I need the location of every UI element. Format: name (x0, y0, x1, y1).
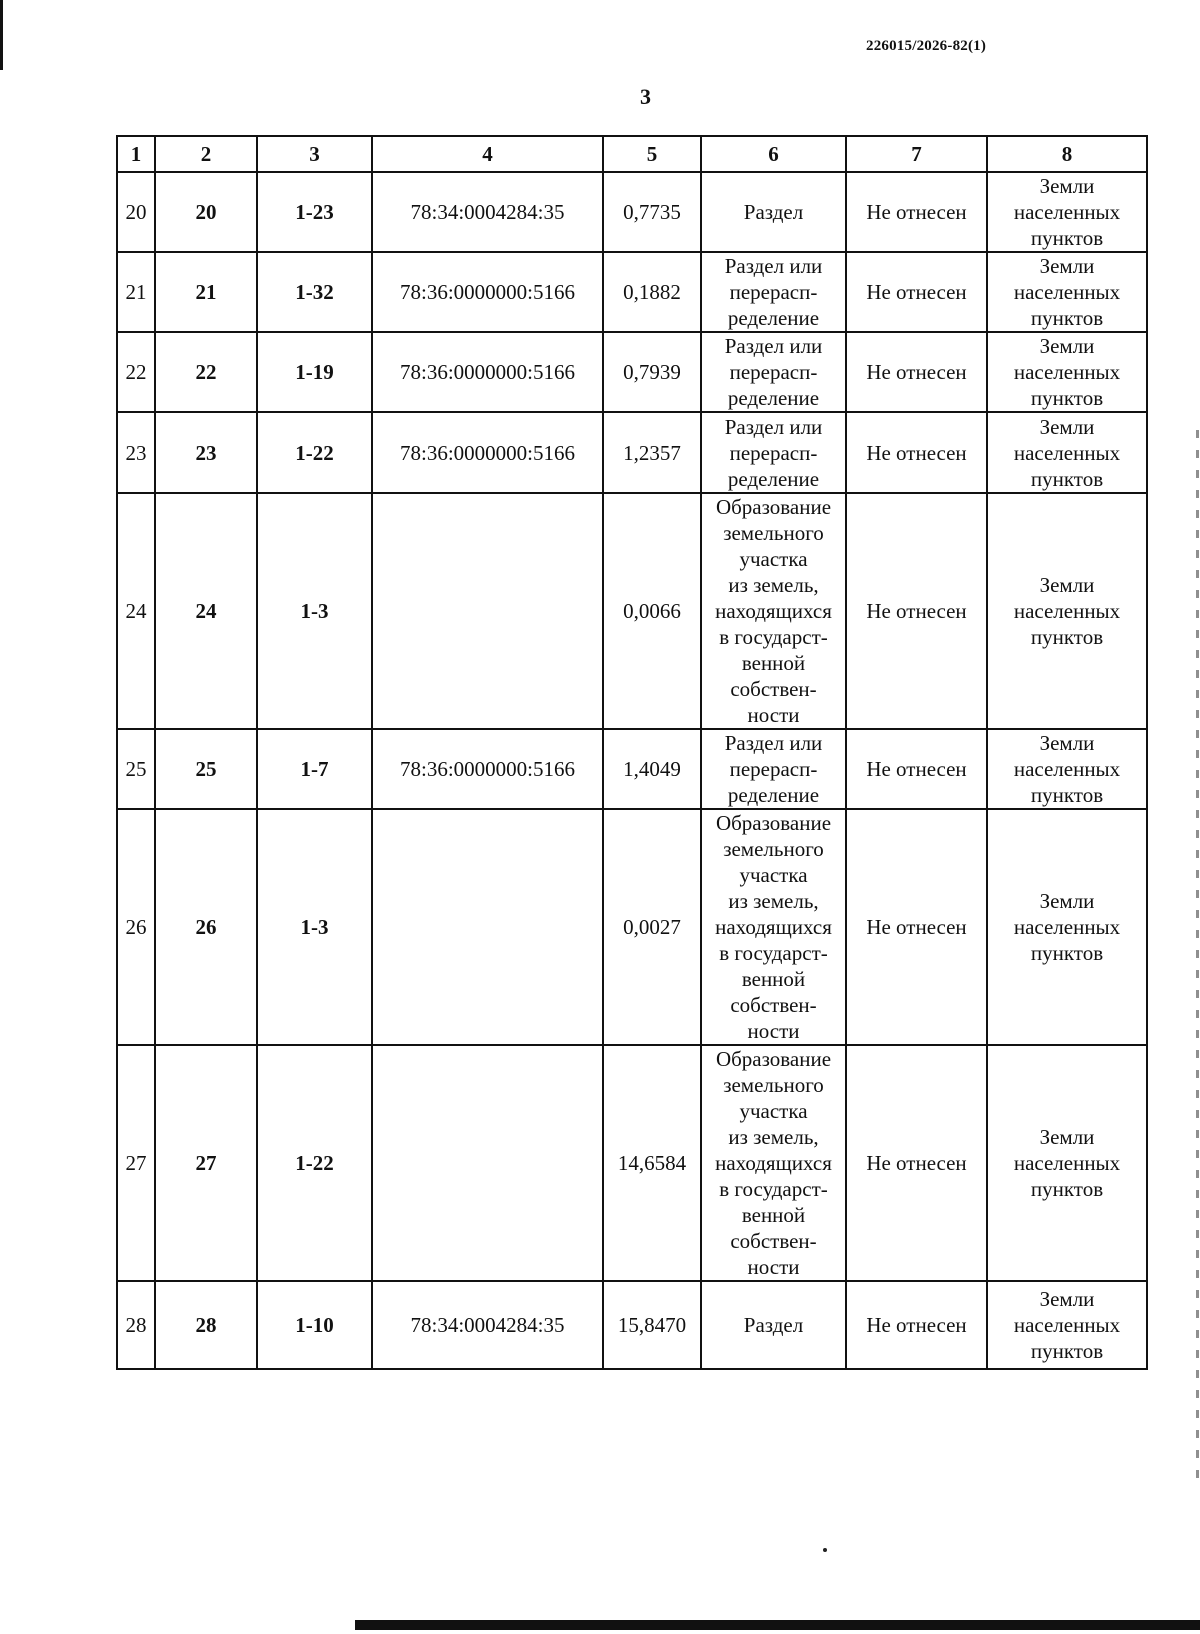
cell-line: Раздел или (724, 731, 823, 755)
cell-line: Земли (1039, 1125, 1095, 1149)
cell-line: из земель, (728, 1125, 819, 1149)
column-header: 3 (257, 136, 372, 172)
cell-line: пунктов (1030, 1177, 1104, 1201)
cell-line: населенных (1013, 599, 1121, 623)
column-header: 7 (846, 136, 987, 172)
cell-col-4: 78:36:0000000:5166 (372, 332, 603, 412)
cell-col-8 (987, 252, 1147, 332)
cell-line: Земли (1039, 414, 1095, 439)
cell-line: пунктов (1030, 941, 1104, 965)
cell-col-5: 0,7735 (603, 172, 701, 252)
cell-col-7: Не отнесен (846, 332, 987, 412)
cell-col-8 (987, 729, 1147, 809)
cell-col-4 (372, 493, 603, 729)
cell-line: пунктов (1030, 386, 1104, 410)
cell-line: населенных (1013, 440, 1121, 465)
cell-col-2: 24 (155, 493, 257, 729)
cell-col-6 (701, 412, 846, 493)
cell-col-2: 20 (155, 172, 257, 252)
column-header: 4 (372, 136, 603, 172)
cell-line: пунктов (1030, 783, 1104, 807)
cell-line: населенных (1013, 200, 1121, 224)
cell-col-5: 0,0066 (603, 493, 701, 729)
table-row (117, 252, 1147, 332)
cell-line: из земель, (728, 573, 819, 597)
scan-bottom-edge (355, 1620, 1200, 1630)
cell-col-8 (987, 332, 1147, 412)
cell-col-1: 24 (117, 493, 155, 729)
cell-col-5: 0,0027 (603, 809, 701, 1045)
cell-col-4: 78:34:0004284:35 (372, 1281, 603, 1369)
cell-line: Образование (715, 495, 832, 519)
cell-line: участка (739, 863, 808, 887)
cell-line: земельного (723, 1073, 824, 1097)
cell-line: участка (739, 1099, 808, 1123)
cell-col-7: Не отнесен (846, 1281, 987, 1369)
cell-col-1: 26 (117, 809, 155, 1045)
cell-col-3: 1-3 (257, 493, 372, 729)
cell-line: находящихся (715, 915, 832, 939)
cell-col-6 (701, 252, 846, 332)
cell-line: находящихся (715, 1151, 832, 1175)
table-row (117, 172, 1147, 252)
cell-col-5: 0,1882 (603, 252, 701, 332)
column-header: 6 (701, 136, 846, 172)
cell-col-4: 78:36:0000000:5166 (372, 412, 603, 493)
cell-col-7: Не отнесен (846, 252, 987, 332)
table-row (117, 412, 1147, 493)
table-body (117, 172, 1147, 1369)
land-plots-table (116, 135, 1148, 1370)
cell-line: венной (741, 1203, 806, 1227)
cell-line: пунктов (1030, 306, 1104, 330)
cell-col-8 (987, 809, 1147, 1045)
cell-line: перерасп- (729, 360, 818, 384)
table-row (117, 493, 1147, 729)
cell-col-6 (701, 1045, 846, 1281)
cell-col-3: 1-22 (257, 412, 372, 493)
cell-line: населенных (1013, 280, 1121, 304)
cell-line: собствен- (730, 993, 817, 1017)
cell-line: Образование (715, 1047, 832, 1071)
cell-col-2: 25 (155, 729, 257, 809)
cell-line: венной (741, 651, 806, 675)
table-row (117, 729, 1147, 809)
cell-col-2: 23 (155, 412, 257, 493)
page-number: 3 (640, 84, 651, 109)
cell-line: пунктов (1030, 1339, 1104, 1363)
cell-line: населенных (1013, 360, 1121, 384)
table-row (117, 332, 1147, 412)
cell-line: населенных (1013, 1313, 1121, 1337)
cell-line: в государст- (719, 941, 828, 965)
cell-line: пунктов (1030, 466, 1104, 491)
cell-line: находящихся (715, 599, 832, 623)
table-row (117, 1045, 1147, 1281)
cell-col-4: 78:36:0000000:5166 (372, 252, 603, 332)
cell-line: Раздел или (724, 254, 823, 278)
cell-col-4: 78:36:0000000:5166 (372, 729, 603, 809)
cell-col-1: 28 (117, 1281, 155, 1369)
cell-col-3: 1-23 (257, 172, 372, 252)
cell-line: Земли (1039, 1287, 1095, 1311)
cell-line: Земли (1039, 254, 1095, 278)
cell-line: перерасп- (729, 440, 818, 465)
cell-col-6 (701, 809, 846, 1045)
cell-line: собствен- (730, 1229, 817, 1253)
cell-col-6 (701, 172, 846, 252)
cell-line: Раздел (743, 200, 804, 224)
cell-col-8 (987, 412, 1147, 493)
cell-line: пунктов (1030, 625, 1104, 649)
cell-line: участка (739, 547, 808, 571)
table-row (117, 809, 1147, 1045)
cell-line: Земли (1039, 889, 1095, 913)
table-header-row (117, 136, 1147, 172)
cell-col-3: 1-32 (257, 252, 372, 332)
cell-col-5: 0,7939 (603, 332, 701, 412)
cell-line: пунктов (1030, 226, 1104, 250)
column-header: 1 (117, 136, 155, 172)
cell-col-5: 14,6584 (603, 1045, 701, 1281)
cell-line: Образование (715, 811, 832, 835)
cell-col-4: 78:34:0004284:35 (372, 172, 603, 252)
cell-line: ределение (727, 783, 820, 807)
cell-col-6 (701, 332, 846, 412)
scan-edge (0, 0, 3, 70)
cell-line: венной (741, 967, 806, 991)
cell-line: Земли (1039, 174, 1095, 198)
cell-line: в государст- (719, 1177, 828, 1201)
column-header: 2 (155, 136, 257, 172)
cell-line: Земли (1039, 573, 1095, 597)
cell-col-1: 23 (117, 412, 155, 493)
cell-line: ности (747, 1255, 800, 1279)
cell-col-8 (987, 1045, 1147, 1281)
cell-col-4 (372, 809, 603, 1045)
cell-col-7: Не отнесен (846, 172, 987, 252)
cell-line: населенных (1013, 757, 1121, 781)
cell-col-7: Не отнесен (846, 412, 987, 493)
cell-line: Раздел или (724, 334, 823, 358)
column-header: 5 (603, 136, 701, 172)
cell-line: ности (747, 703, 800, 727)
cell-col-3: 1-7 (257, 729, 372, 809)
cell-col-2: 28 (155, 1281, 257, 1369)
cell-col-8 (987, 493, 1147, 729)
cell-col-1: 20 (117, 172, 155, 252)
cell-line: Раздел (743, 1313, 804, 1337)
cell-line: населенных (1013, 915, 1121, 939)
cell-line: населенных (1013, 1151, 1121, 1175)
scan-side-marks (1196, 430, 1199, 1490)
cell-col-7: Не отнесен (846, 493, 987, 729)
cell-col-1: 22 (117, 332, 155, 412)
cell-col-6 (701, 729, 846, 809)
column-header: 8 (987, 136, 1147, 172)
cell-col-2: 22 (155, 332, 257, 412)
cell-col-2: 21 (155, 252, 257, 332)
cell-line: Раздел или (724, 414, 823, 439)
cell-col-8 (987, 172, 1147, 252)
cell-col-3: 1-22 (257, 1045, 372, 1281)
cell-col-3: 1-3 (257, 809, 372, 1045)
cell-col-7: Не отнесен (846, 729, 987, 809)
cell-line: ределение (727, 386, 820, 410)
cell-col-6 (701, 1281, 846, 1369)
cell-line: Земли (1039, 731, 1095, 755)
cell-col-7: Не отнесен (846, 1045, 987, 1281)
cell-col-4 (372, 1045, 603, 1281)
cell-line: ределение (727, 306, 820, 330)
document-number: 226015/2026-82(1) (866, 38, 987, 54)
cell-line: из земель, (728, 889, 819, 913)
cell-col-5: 15,8470 (603, 1281, 701, 1369)
cell-line: ности (747, 1019, 800, 1043)
cell-col-2: 27 (155, 1045, 257, 1281)
cell-col-8 (987, 1281, 1147, 1369)
scan-speck (823, 1548, 827, 1552)
cell-col-1: 21 (117, 252, 155, 332)
cell-col-7: Не отнесен (846, 809, 987, 1045)
cell-line: в государст- (719, 625, 828, 649)
cell-col-3: 1-19 (257, 332, 372, 412)
cell-line: ределение (727, 466, 820, 491)
cell-col-2: 26 (155, 809, 257, 1045)
cell-col-6 (701, 493, 846, 729)
cell-col-5: 1,4049 (603, 729, 701, 809)
cell-col-1: 25 (117, 729, 155, 809)
cell-line: земельного (723, 521, 824, 545)
cell-col-5: 1,2357 (603, 412, 701, 493)
cell-line: перерасп- (729, 280, 818, 304)
cell-col-1: 27 (117, 1045, 155, 1281)
cell-line: земельного (723, 837, 824, 861)
cell-col-3: 1-10 (257, 1281, 372, 1369)
cell-line: собствен- (730, 677, 817, 701)
cell-line: перерасп- (729, 757, 818, 781)
cell-line: Земли (1039, 334, 1095, 358)
table-row (117, 1281, 1147, 1369)
